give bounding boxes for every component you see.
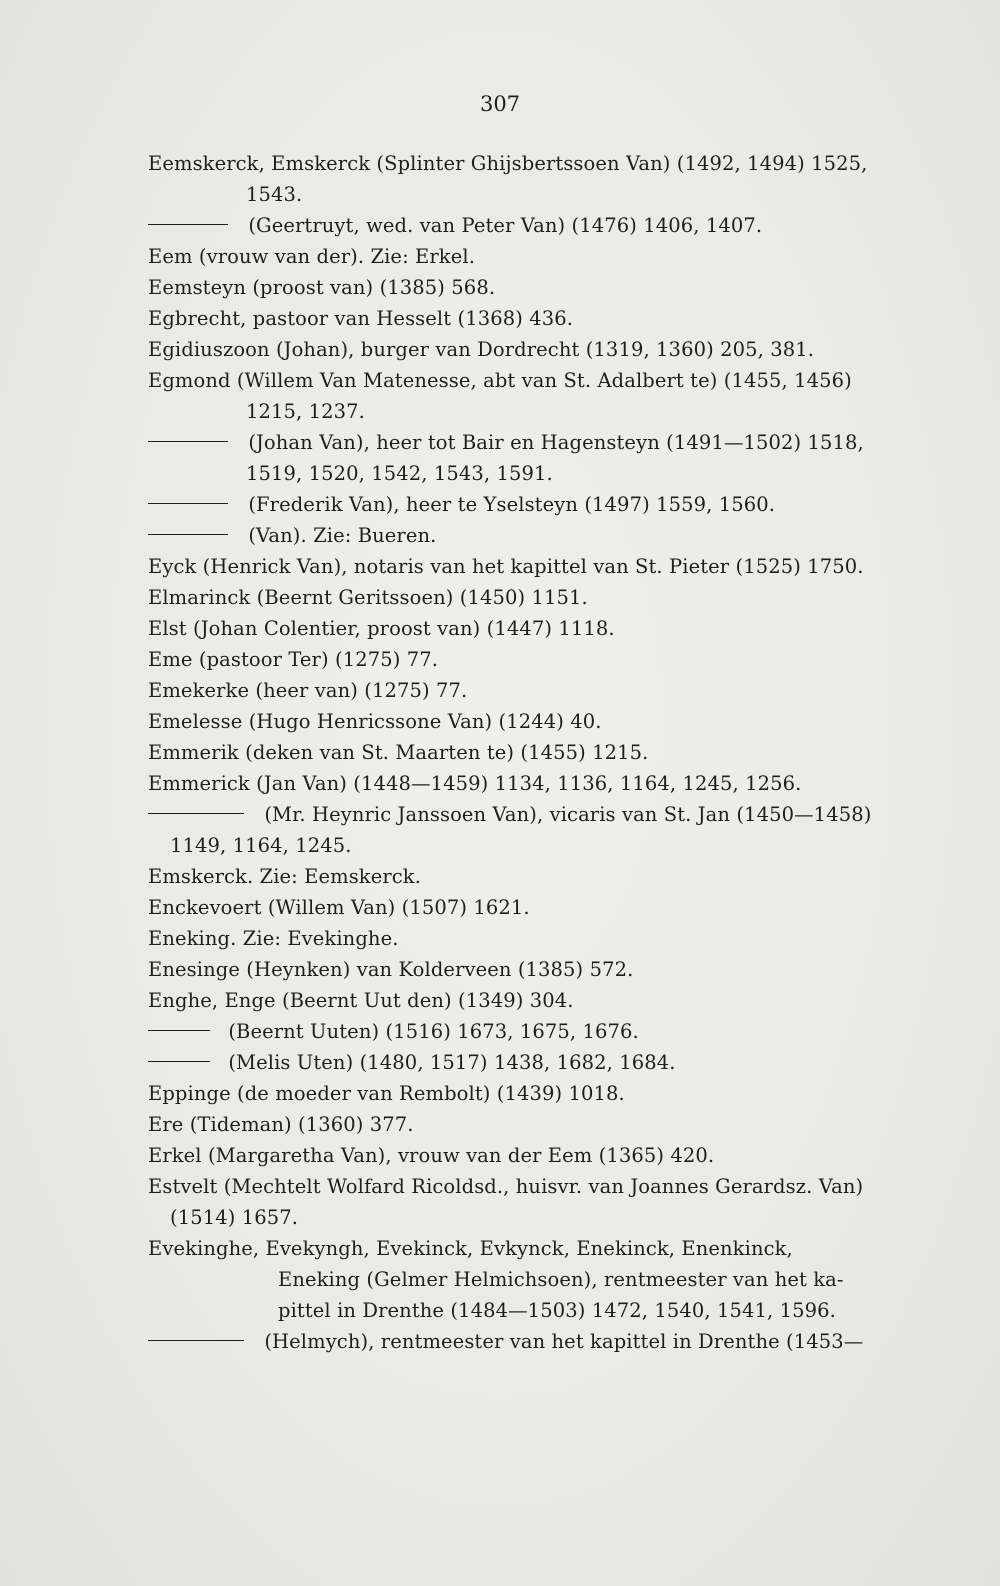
entry-continuation: 1519, 1520, 1542, 1543, 1591. — [246, 462, 553, 485]
index-entry — [148, 1140, 878, 1171]
index-entry — [148, 706, 878, 737]
entry-line: Eyck (Henrick Van), notaris van het kapittel van St. Pieter (1525) 1750. — [148, 555, 864, 578]
index-entry — [148, 923, 878, 954]
entry-line: Enckevoert (Willem Van) (1507) 1621. — [148, 896, 530, 919]
index-entry — [148, 613, 878, 644]
entry-line: (Beernt Uuten) (1516) 1673, 1675, 1676. — [228, 1020, 639, 1043]
entry-continuation: 1149, 1164, 1245. — [170, 834, 352, 857]
index-entry — [148, 644, 878, 675]
index-entry — [148, 1016, 878, 1047]
entry-line: Eem (vrouw van der). Zie: Erkel. — [148, 245, 475, 268]
entry-continuation: 1215, 1237. — [246, 400, 365, 423]
index-entry — [148, 892, 878, 923]
entry-continuation: 1543. — [246, 183, 303, 206]
entry-line: (Melis Uten) (1480, 1517) 1438, 1682, 1684. — [228, 1051, 676, 1074]
entry-line: Emmerick (Jan Van) (1448—1459) 1134, 1136, 1164, 1245, 1256. — [148, 772, 802, 795]
entry-line: (Johan Van), heer tot Bair en Hagensteyn (1491—1502) 1518, — [248, 431, 864, 454]
index-entry — [148, 489, 878, 520]
entry-line: Evekinghe, Evekyngh, Evekinck, Evkynck, Enekinck, Enenkinck, — [148, 1237, 793, 1260]
index-entry — [148, 799, 878, 861]
index-entry — [148, 148, 878, 210]
index-entry — [148, 582, 878, 613]
entry-continuation: pittel in Drenthe (1484—1503) 1472, 1540, 1541, 1596. — [278, 1299, 836, 1322]
entry-line: Emekerke (heer van) (1275) 77. — [148, 679, 468, 702]
index-entry — [148, 1109, 878, 1140]
index-entry — [148, 210, 878, 241]
index-entry — [148, 1326, 878, 1357]
index-entry — [148, 861, 878, 892]
entry-line: Eppinge (de moeder van Rembolt) (1439) 1018. — [148, 1082, 625, 1105]
entry-line: Elst (Johan Colentier, proost van) (1447) 1118. — [148, 617, 615, 640]
index-entry — [148, 675, 878, 706]
entry-line: Eneking. Zie: Evekinghe. — [148, 927, 399, 950]
entry-line: (Mr. Heynric Janssoen Van), vicaris van St. Jan (1450—1458) — [264, 803, 872, 826]
entry-continuation: (1514) 1657. — [170, 1206, 299, 1229]
index-entry — [148, 551, 878, 582]
entry-line: Egbrecht, pastoor van Hesselt (1368) 436. — [148, 307, 574, 330]
index-entry — [148, 985, 878, 1016]
index-entry — [148, 241, 878, 272]
index-entry — [148, 1233, 878, 1326]
index-entry — [148, 1078, 878, 1109]
entry-line: Emmerik (deken van St. Maarten te) (1455) 1215. — [148, 741, 649, 764]
index-entry — [148, 954, 878, 985]
index-entry — [148, 1171, 878, 1233]
entry-continuation: Eneking (Gelmer Helmichsoen), rentmeester van het ka- — [278, 1268, 844, 1291]
entry-line: Erkel (Margaretha Van), vrouw van der Eem (1365) 420. — [148, 1144, 715, 1167]
index-entry — [148, 334, 878, 365]
entry-line: (Helmych), rentmeester van het kapittel in Drenthe (1453— — [264, 1330, 864, 1353]
entry-line: Enesinge (Heynken) van Kolderveen (1385) 572. — [148, 958, 634, 981]
index-entries — [148, 148, 878, 1357]
entry-line: Eemsteyn (proost van) (1385) 568. — [148, 276, 496, 299]
entry-line: Elmarinck (Beernt Geritssoen) (1450) 1151. — [148, 586, 588, 609]
entry-line: (Van). Zie: Bueren. — [248, 524, 437, 547]
page-number: 307 — [479, 92, 521, 116]
entry-line: Eme (pastoor Ter) (1275) 77. — [148, 648, 439, 671]
index-entry — [148, 768, 878, 799]
entry-line: Enghe, Enge (Beernt Uut den) (1349) 304. — [148, 989, 574, 1012]
index-entry — [148, 303, 878, 334]
index-entry — [148, 427, 878, 489]
index-entry — [148, 365, 878, 427]
index-entry — [148, 520, 878, 551]
entry-line: (Geertruyt, wed. van Peter Van) (1476) 1406, 1407. — [248, 214, 763, 237]
entry-line: Egidiuszoon (Johan), burger van Dordrecht (1319, 1360) 205, 381. — [148, 338, 815, 361]
entry-line: (Frederik Van), heer te Yselsteyn (1497) 1559, 1560. — [248, 493, 776, 516]
entry-line: Egmond (Willem Van Matenesse, abt van St. Adalbert te) (1455, 1456) — [148, 369, 852, 392]
index-entry — [148, 737, 878, 768]
entry-line: Emskerck. Zie: Eemskerck. — [148, 865, 422, 888]
index-entry — [148, 272, 878, 303]
entry-line: Ere (Tideman) (1360) 377. — [148, 1113, 414, 1136]
index-entry — [148, 1047, 878, 1078]
entry-line: Emelesse (Hugo Henricssone Van) (1244) 40. — [148, 710, 602, 733]
entry-line: Estvelt (Mechtelt Wolfard Ricoldsd., huisvr. van Joannes Gerardsz. Van) — [148, 1175, 864, 1198]
entry-line: Eemskerck, Emskerck (Splinter Ghijsbertssoen Van) (1492, 1494) 1525, — [148, 152, 868, 175]
